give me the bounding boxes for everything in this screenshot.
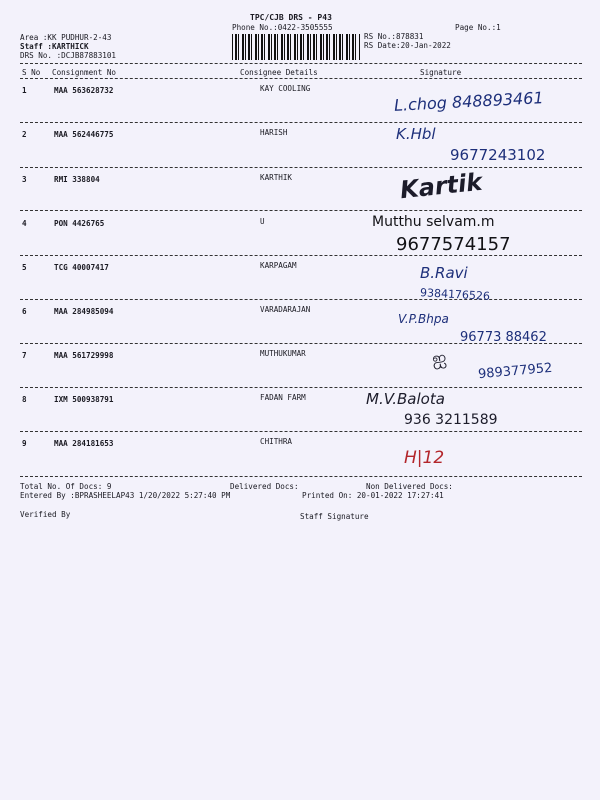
row-divider [20, 210, 582, 211]
barcode [232, 34, 360, 60]
row-3-sno: 3 [22, 175, 27, 184]
signature-9: H|12 [404, 448, 445, 468]
row-divider [20, 167, 582, 168]
phone-number: Phone No.:0422-3505555 [232, 23, 333, 32]
drs-number: DRS No. :DCJB87883101 [20, 51, 117, 60]
row-divider [20, 431, 582, 432]
signature-4: Mutthu selvam.m [372, 214, 495, 230]
verified-by: Verified By [20, 510, 71, 519]
row-1-consignment: MAA 563628732 [54, 86, 114, 95]
phone-5: 9384176526 [419, 286, 491, 303]
row-1-sno: 1 [22, 86, 27, 95]
page-number: Page No.:1 [455, 23, 501, 32]
row-8-sno: 8 [22, 395, 27, 404]
rs-number: RS No.:878831 [364, 32, 424, 41]
row-divider [20, 122, 582, 123]
staff-signature: Staff Signature [300, 512, 369, 521]
row-4-consignee: U [260, 217, 265, 226]
rs-date: RS Date:20-Jan-2022 [364, 41, 451, 50]
phone-4: 9677574157 [396, 234, 511, 255]
row-6-sno: 6 [22, 307, 27, 316]
divider [20, 78, 582, 79]
row-2-consignee: HARISH [260, 128, 288, 137]
row-5-sno: 5 [22, 263, 27, 272]
row-6-consignee: VARADARAJAN [260, 305, 311, 314]
column-header-consignee: Consignee Details [240, 68, 318, 77]
row-9-sno: 9 [22, 439, 27, 448]
area-label: Area :KK PUDHUR-2-43 [20, 33, 112, 42]
row-divider [20, 387, 582, 388]
row-7-consignee: MUTHUKUMAR [260, 349, 306, 358]
row-5-consignee: KARPAGAM [260, 261, 297, 270]
row-4-consignment: PON 4426765 [54, 219, 105, 228]
divider [20, 63, 582, 64]
column-header-consignment: Consignment No [52, 68, 117, 77]
row-1-consignee: KAY COOLING [260, 84, 311, 93]
total-docs: Total No. Of Docs: 9 [20, 482, 112, 491]
divider [20, 476, 582, 477]
row-divider [20, 255, 582, 256]
signature-6: V.P.Bhpa [398, 312, 449, 326]
row-2-consignment: MAA 562446775 [54, 130, 114, 139]
row-8-consignment: IXM 500938791 [54, 395, 114, 404]
phone-8: 936 3211589 [404, 412, 498, 428]
printed-on: Printed On: 20-01-2022 17:27:41 [302, 491, 444, 500]
phone-6: 96773 88462 [460, 330, 547, 345]
row-3-consignee: KARTHIK [260, 173, 293, 182]
row-7-sno: 7 [22, 351, 27, 360]
delivered-docs: Delivered Docs: [230, 482, 299, 491]
column-header-signature: Signature [420, 68, 462, 77]
row-8-consignee: FADAN FARM [260, 393, 306, 402]
row-9-consignee: CHITHRA [260, 437, 293, 446]
row-6-consignment: MAA 284985094 [54, 307, 114, 316]
row-3-consignment: RMI 338804 [54, 175, 100, 184]
phone-2: 9677243102 [450, 146, 546, 164]
row-4-sno: 4 [22, 219, 27, 228]
entered-by: Entered By :BPRASHEELAP43 1/20/2022 5:27:40 PM [20, 491, 231, 500]
row-9-consignment: MAA 284181653 [54, 439, 114, 448]
row-7-consignment: MAA 561729998 [54, 351, 114, 360]
phone-7: 989377952 [477, 360, 553, 383]
signature-7-scribble: ஐ [430, 347, 448, 370]
document-title: TPC/CJB DRS - P43 [250, 13, 332, 22]
row-2-sno: 2 [22, 130, 27, 139]
row-5-consignment: TCG 40007417 [54, 263, 109, 272]
signature-2: K.Hbl [396, 125, 436, 143]
signature-1: L.chog 848893461 [393, 88, 544, 115]
row-divider [20, 299, 582, 300]
signature-8: M.V.Balota [366, 390, 445, 408]
signature-3: Kartik [398, 167, 484, 205]
column-header-sno: S No [22, 68, 41, 77]
signature-5: B.Ravi [420, 264, 468, 282]
non-delivered-docs: Non Delivered Docs: [366, 482, 453, 491]
staff-label: Staff :KARTHICK [20, 42, 89, 51]
